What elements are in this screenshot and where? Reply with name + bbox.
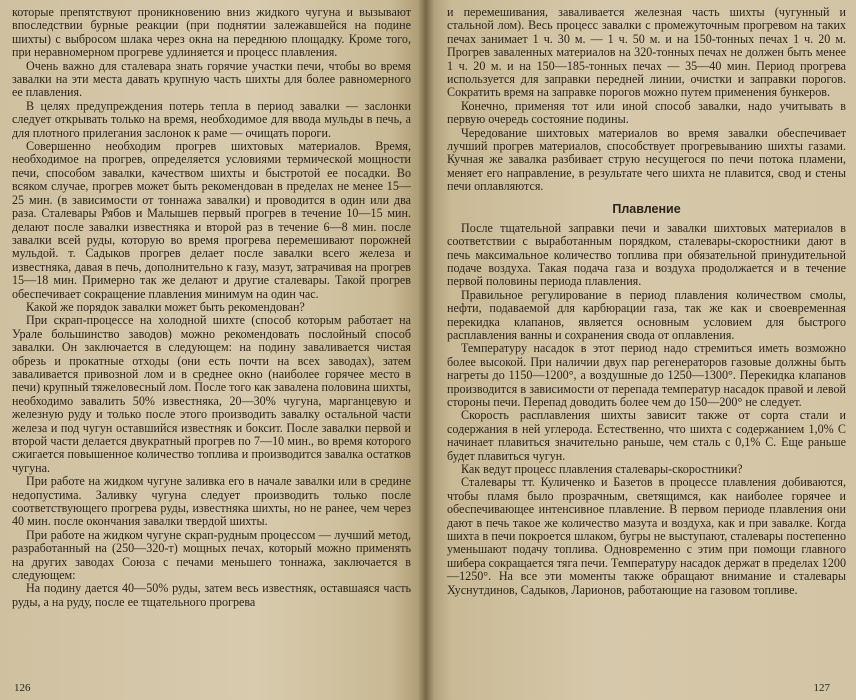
- paragraph: При работе на жидком чугуне скрап-рудным процессом — лучший метод, разработанный на (250—320-т) мощных печах, который можно применять на других заводах Союза с печами меньшего тоннажа, заключается в следующем:: [12, 527, 411, 583]
- paragraph: При скрап-процессе на холодной шихте (способ которым работает на Урале большинство заводов) можно рекомендовать послойный способ завалки. Он заключается в следующем: на подину заваливается чистая обрезь и прокатные отходы (они есть почти на всех заводах), затем заваливается привозной лом и в среднее окно (наиболее горячее место в печи) крупный тяжеловесный лом. После того как завалена половина шихты, необходимо завалить 50% известняка, 20—30% чугуна, марганцевую и железную руду и только после этого производить завалку остальной части железа и под чугун оставшийся известняк и боксит. После завалки первой и второй части делается двукратный прогрев по 7—10 мин., во время которого сжигается повышенное количество топлива и производится завалка остатков чугуна.: [12, 313, 411, 475]
- section-heading: Плавление: [612, 201, 681, 216]
- page-number-left: 126: [14, 682, 31, 694]
- right-page-text: [447, 6, 846, 597]
- left-page-text: [12, 6, 411, 609]
- paragraph: Конечно, применяя тот или иной способ завалки, надо учитывать в первую очередь состояние подины.: [447, 98, 846, 127]
- paragraph: При работе на жидком чугуне заливка его в начале завалки или в средине недопустима. Заливку чугуна следует производить только после соответствующего прогрева руды, известняка шихты, но не ранее, чем через 40 мин. после окончания завалки твердой шихты.: [12, 474, 411, 529]
- paragraph: Правильное регулирование в период плавления количеством смолы, нефти, подаваемой для карбюрации газа, так же как и своевременная перекидка клапанов, является основным условием для быстрого расплавления ванны и сохранения свода от оплавления.: [447, 287, 846, 342]
- paragraph: Как ведут процесс плавления сталевары-скоростники?: [461, 462, 743, 476]
- paragraph: Очень важно для сталевара знать горячие участки печи, чтобы во время завалки на эти места давать крупную часть шихты для более равномерного ее плавления.: [12, 58, 411, 100]
- paragraph: После тщательной заправки печи и завалки шихтовых материалов в соответствии с выработанным порядком, сталевары-скоростники дают в печь максимальное количество топлива при обязательной принудительной подаче воздуха. Такая подача газа и воздуха продолжается и в течение первой половины периода плавления.: [447, 220, 846, 289]
- page-number-right: 127: [813, 682, 830, 694]
- paragraph: Скорость расплавления шихты зависит также от сорта стали и содержания в ней углерода. Естественно, что шихта с содержанием 1,0% С начинает плавиться значительно раньше, чем сталь с 0,1% С. Еще раньше будет плавиться чугун.: [447, 408, 846, 463]
- book-gutter-shadow: [418, 0, 434, 700]
- paragraph: Совершенно необходим прогрев шихтовых материалов. Время, необходимое на прогрев, определяется условиями термической мощности печи, способом завалки, качеством шихты и быстротой ее посадки. Во всяком случае, прогрев может быть рекомендован в пределах не менее 15—25 мин. (в зависимости от тоннажа завалки) и проводится в один или два раза. Сталевары Рябов и Малышев первый прогрев в течение 10—15 мин. делают после завалки известняка и второй раз в течение 6—8 мин. после завалки всей руды, которую во время прогрева перемешивают порожней мульдой. т. Садыков прогрев делает после завалки всего железа и известняка, давая в печь, дополнительно к газу, мазут, затрачивая на прогрев 15—18 мин. Примерно так же делают и другие сталевары. Такой прогрев обеспечивает сокращение плавления минимум на один час.: [12, 139, 411, 301]
- right-page: [425, 0, 856, 700]
- paragraph: В целях предупреждения потерь тепла в период завалки — заслонки следует открывать только на время, необходимое для ввода мульды в печь, а для плотного прилегания заслонок к раме — очищать пороги.: [12, 98, 411, 140]
- paragraph: Чередование шихтовых материалов во время завалки обеспечивает лучший прогрев материалов, способствует прогревыванию шихты газами. Кучная же завалка разбивает струю несущегося по печи потока пламени, меняет его направление, в результате чего шихта не плавится, свод и стены печи оплавляются.: [447, 125, 846, 194]
- left-page: [0, 0, 425, 700]
- paragraph: которые препятствуют проникновению вниз жидкого чугуна и вызывают впоследствии бурные реакции (при поднятии залежавшейся на подине шихты) с выбросом шлака через окна на переднюю площадку. Кроме того, при неравномерном прогреве удлиняется и процесс плавления.: [12, 5, 411, 60]
- paragraph: Сталевары тт. Куличенко и Базетов в процессе плавления добиваются, чтобы пламя было прозрачным, светящимся, как наиболее горячее и обеспечивающее интенсивное плавление. В первом периоде плавления они дают в печь такое же количество мазута и воздуха, как и при завалке. Когда шихта в печи покроется шлаком, бугры не выступают, сталевары постепенно уменьшают подачу топлива. Одновременно с этим при помощи главного шибера сокращается тяга печи. Температуру насадок держат в пределах 1200—1250°. На все эти моменты также обращают внимание и сталевары Хуснутдинов, Садыков, Ларионов, работающие на газовом топливе.: [447, 475, 846, 597]
- paragraph: На подину дается 40—50% руды, затем весь известняк, оставшаяся часть руды, а на руду, после ее тщательного прогрева: [12, 581, 411, 609]
- paragraph: Температуру насадок в этот период надо стремиться иметь возможно более высокой. При наличии двух пар регенераторов газовые должны быть нагреты до 1150—1200°, а воздушные до 1250—1300°. Перекидка клапанов производится в зависимости от перепада температур насадок правой и левой стороны печи. Перепад доводить более чем до 150—200° не следует.: [447, 341, 846, 409]
- paragraph: Какой же порядок завалки может быть рекомендован?: [26, 299, 305, 314]
- paragraph: и перемешивания, заваливается железная часть шихты (чугунный и стальной лом). Весь процесс завалки с промежуточным прогревом на таких печах занимает 1 ч. 30 м. — 1 ч. 50 м. и на 150-тонных печах 1 ч. 20 м. Прогрев заваленных материалов на 320-тонных печах не должен быть менее 1 ч. 20 м. и на 150—185-тонных печах — 35—40 мин. Период прогрева используется для заправки передней линии, очистки и заправки порогов. Сократить время на заправке порогов можно путем применения бункеров.: [447, 5, 846, 100]
